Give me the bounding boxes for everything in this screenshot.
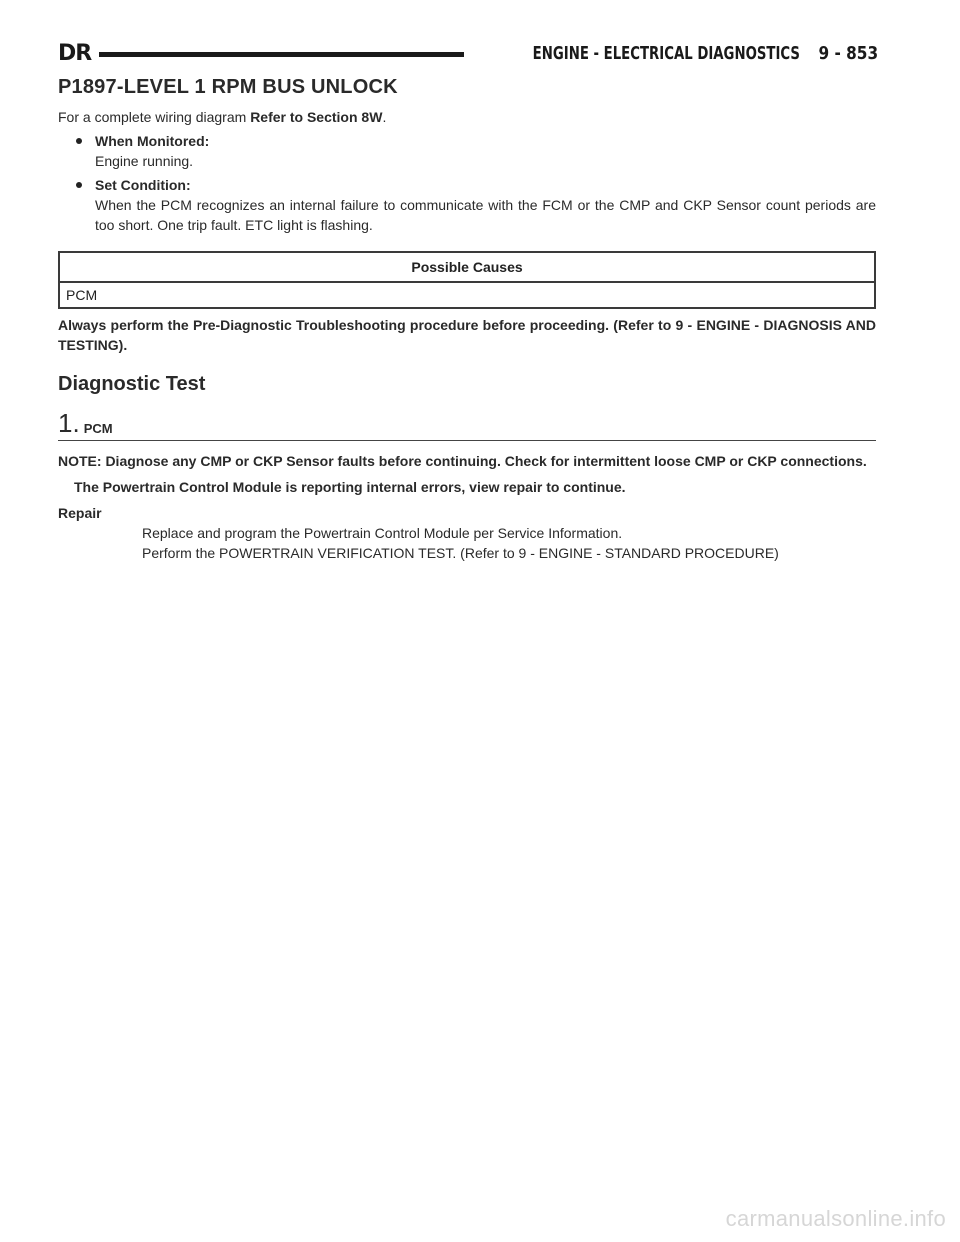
list-item (58, 175, 876, 235)
table-header: Possible Causes (59, 252, 875, 282)
header-page-number: 9 - 853 (818, 42, 878, 64)
wiring-link[interactable]: Refer to Section 8W (250, 109, 383, 125)
possible-causes-table (58, 251, 876, 309)
table-cell: PCM (59, 282, 875, 308)
step-name: PCM (83, 421, 113, 436)
bullet-text: Engine running. (95, 153, 194, 169)
bullet-icon (76, 138, 82, 144)
header-section-title: ENGINE - ELECTRICAL DIAGNOSTICS (532, 42, 800, 64)
monitor-conditions-list (58, 131, 876, 235)
wiring-suffix: . (382, 109, 387, 125)
bullet-text: When the PCM recognizes an internal failure to communicate with the FCM or the CMP and CKP Sensor count periods are too short. One trip fault. ETC light is flashing. (95, 197, 876, 233)
diagnostic-test-heading: Diagnostic Test (58, 373, 206, 395)
header-rule (99, 52, 464, 57)
wiring-reference (58, 109, 876, 125)
repair-instruction: Perform the POWERTRAIN VERIFICATION TEST. (Refer to 9 - ENGINE - STANDARD PROCEDURE) (142, 545, 779, 561)
table-row (59, 282, 875, 308)
table-header-row (59, 252, 875, 282)
wiring-prefix: For a complete wiring diagram (58, 109, 247, 125)
bullet-label: When Monitored: (95, 133, 210, 149)
bullet-icon (76, 182, 82, 188)
dtc-title: P1897-LEVEL 1 RPM BUS UNLOCK (58, 76, 398, 98)
header-model-code: DR (58, 40, 92, 66)
step-question: The Powertrain Control Module is reporting internal errors, view repair to continue. (74, 479, 626, 495)
repair-instruction: Replace and program the Powertrain Control Module per Service Information. (142, 525, 623, 541)
repair-label: Repair (58, 505, 102, 521)
watermark: carmanualsonline.info (725, 1206, 946, 1231)
pre-diagnostic-warning: Always perform the Pre-Diagnostic Troubleshooting procedure before proceeding. (Refer to 9 - ENGINE - DIAGNOSIS AND TESTING). (58, 317, 876, 353)
step-number: 1. (58, 408, 80, 438)
page-header (58, 38, 878, 68)
test-step-header (58, 410, 876, 441)
document-body (58, 76, 876, 565)
bullet-label: Set Condition: (95, 177, 191, 193)
step-note: NOTE: Diagnose any CMP or CKP Sensor faults before continuing. Check for intermittent loose CMP or CKP connections. (58, 453, 867, 469)
list-item (58, 131, 876, 171)
